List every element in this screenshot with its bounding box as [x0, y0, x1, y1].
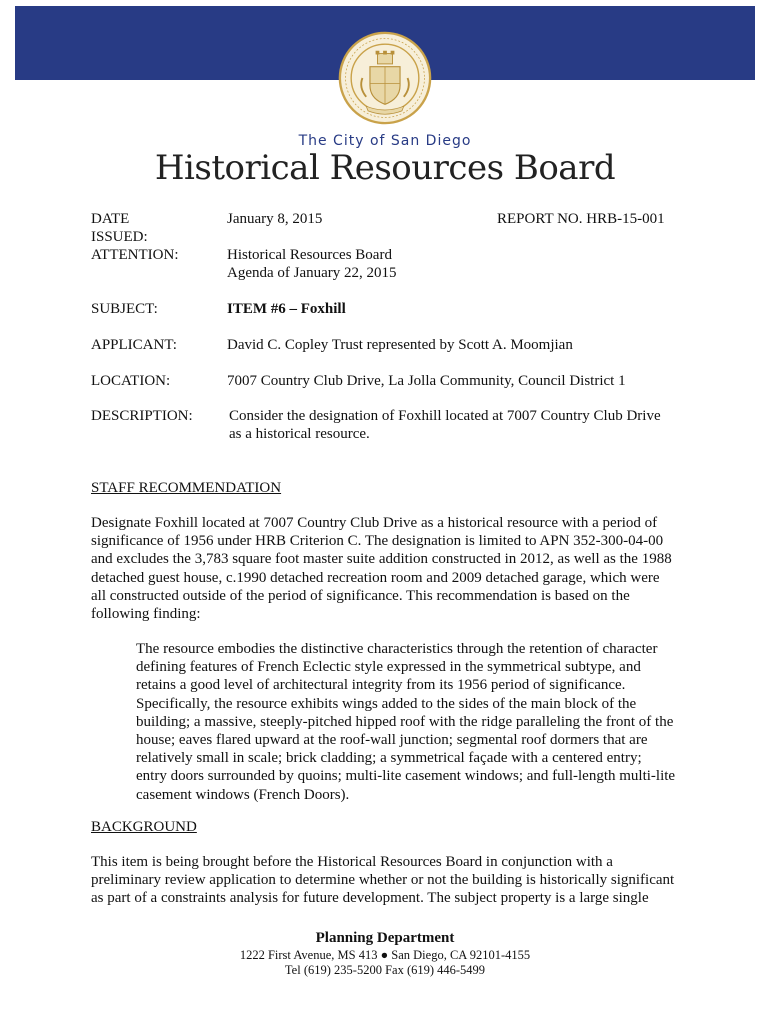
paragraph-line: following finding: — [91, 606, 201, 623]
paragraph-line: and excludes the 3,783 square foot master suite addition constructed in 2012, as well as the 1988 — [91, 551, 672, 568]
footer-phone: Tel (619) 235-5200 Fax (619) 446-5499 — [284, 963, 486, 977]
paragraph-line: as part of a constraints analysis for future development. The subject property is a large single — [91, 890, 649, 907]
location-label: LOCATION: — [91, 373, 171, 389]
subject-value: ITEM #6 – Foxhill — [227, 301, 346, 317]
attention-line-1: Historical Resources Board — [227, 247, 392, 263]
paragraph-line: significance of 1956 under HRB Criterion C. The designation is limited to APN 352-300-04-00 — [91, 533, 664, 550]
paragraph-line: defining features of French Eclectic style expressed in the symmetrical subtype, and — [136, 659, 641, 676]
description-line-2: as a historical resource. — [229, 426, 370, 442]
paragraph-line: entry doors surrounded by quoins; multi-lite casement windows; and full-length multi-lite — [136, 768, 676, 785]
paragraph-line: casement windows (French Doors). — [136, 786, 350, 803]
location-value: 7007 Country Club Drive, La Jolla Community, Council District 1 — [227, 373, 626, 389]
footer-address: 1222 First Avenue, MS 413 ● San Diego, CA 92101-4155 — [239, 948, 531, 962]
date-label: DATE ISSUED: — [91, 211, 148, 245]
subject-label: SUBJECT: — [91, 301, 158, 317]
applicant-value: David C. Copley Trust represented by Scott A. Moomjian — [227, 337, 573, 353]
paragraph-line: Specifically, the resource exhibits wings added to the sides of the main block of the — [136, 695, 637, 712]
report-number: REPORT NO. HRB-15-001 — [497, 211, 665, 227]
description-line-1: Consider the designation of Foxhill located at 7007 Country Club Drive — [229, 408, 661, 424]
paragraph-line: The resource embodies the distinctive characteristics through the retention of character — [136, 641, 658, 657]
footer-department: Planning Department — [315, 930, 455, 946]
paragraph-line: all constructed outside of the period of significance. This recommendation is based on the — [91, 587, 630, 604]
staff-recommendation-heading: STAFF RECOMMENDATION — [91, 480, 282, 496]
background-paragraph — [91, 853, 691, 908]
paragraph-line: house; eaves flared upward at the roof-wall junction; segmental roof dormers that are — [136, 732, 648, 749]
date-value: January 8, 2015 — [227, 211, 323, 227]
staff-recommendation-paragraph — [91, 514, 691, 623]
attention-label: ATTENTION: — [91, 247, 179, 263]
city-name-line — [0, 133, 770, 149]
paragraph-line: This item is being brought before the Historical Resources Board in conjunction with a — [91, 854, 613, 870]
board-title: Historical Resources Board — [154, 148, 616, 188]
paragraph-line: building; a massive, steeply-pitched hipped roof with the ridge paralleling the front of the — [136, 713, 674, 730]
finding-paragraph — [136, 640, 696, 804]
attention-line-2: Agenda of January 22, 2015 — [227, 265, 397, 281]
paragraph-line: relatively small in scale; brick cladding; a symmetrical façade with a centered entry; — [136, 750, 642, 767]
description-label: DESCRIPTION: — [91, 408, 193, 424]
city-name: The City of San Diego — [298, 133, 472, 149]
paragraph-line: Designate Foxhill located at 7007 Country Club Drive as a historical resource with a period of — [91, 515, 658, 531]
city-seal-icon — [338, 31, 432, 125]
paragraph-line: retains a good level of architectural integrity from its 1956 period of significance. — [136, 677, 626, 694]
applicant-label: APPLICANT: — [91, 337, 177, 353]
paragraph-line: detached guest house, c.1990 detached recreation room and 2009 detached garage, which were — [91, 569, 660, 586]
background-heading: BACKGROUND — [91, 819, 197, 835]
paragraph-line: preliminary review application to determine whether or not the building is historically significant — [91, 872, 675, 889]
